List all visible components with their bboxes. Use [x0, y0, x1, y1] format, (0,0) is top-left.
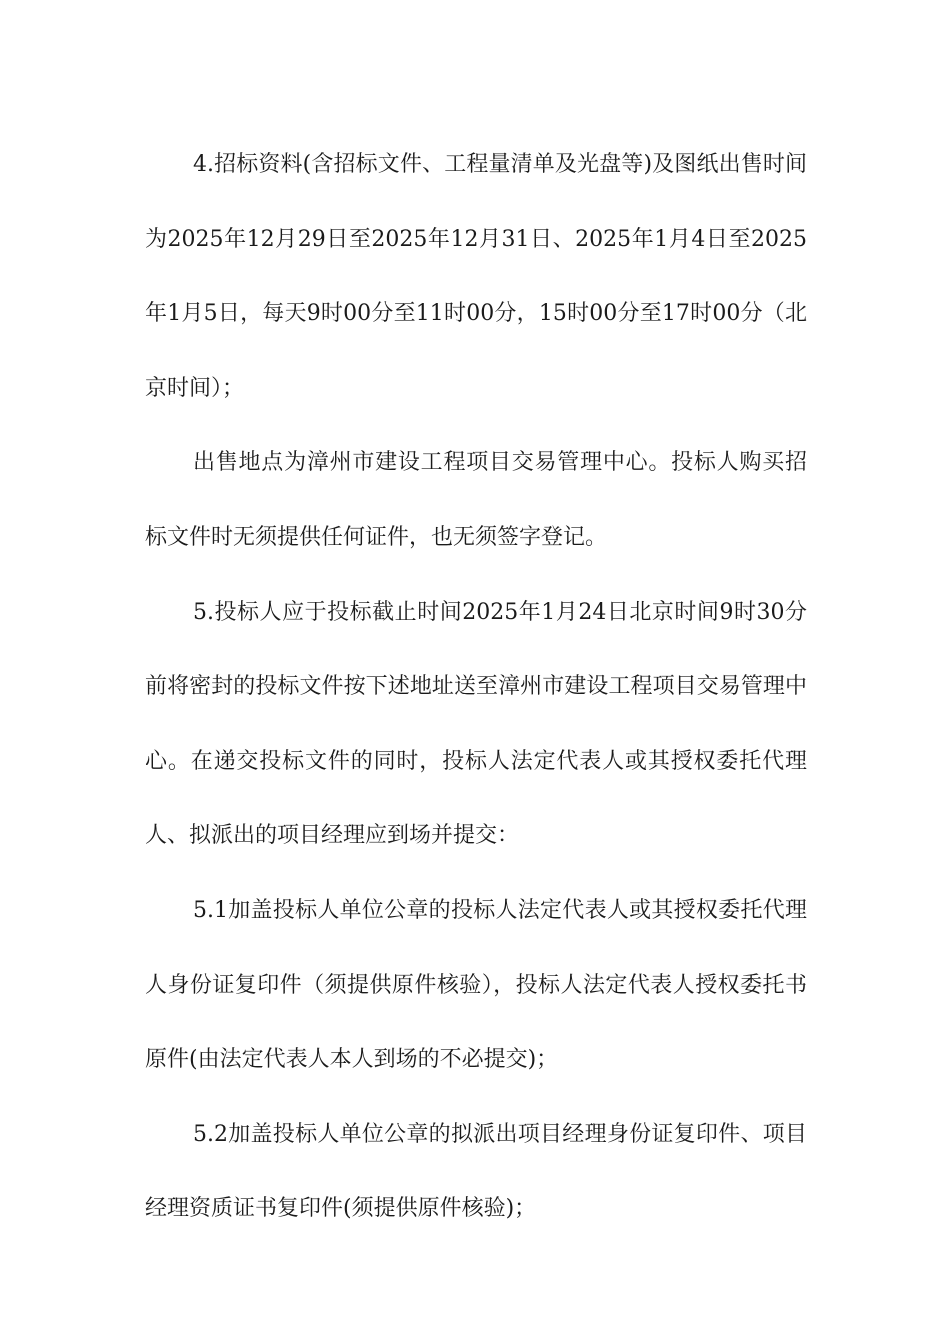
paragraph-sale-location: 出售地点为漳州市建设工程项目交易管理中心。投标人购买招标文件时无须提供任何证件，也无须签字登记。: [145, 450, 807, 550]
paragraph-item-5-1: 5.1加盖投标人单位公章的投标人法定代表人或其授权委托代理人身份证复印件（须提供原件核验），投标人法定代表人授权委托书原件(由法定代表人本人到场的不必提交)；: [145, 897, 807, 1073]
document-body: [145, 128, 807, 1247]
paragraph-sale-time: 4.招标资料(含招标文件、工程量清单及光盘等)及图纸出售时间为2025年12月29日至2025年12月31日、2025年1月4日至2025年1月5日，每天9时00分至11时00分，15时00分至17时00分（北京时间）；: [145, 152, 807, 401]
paragraph-item-5-2: 5.2加盖投标人单位公章的拟派出项目经理身份证复印件、项目经理资质证书复印件(须提供原件核验)；: [145, 1121, 807, 1222]
paragraph-bid-deadline: 5.投标人应于投标截止时间2025年1月24日北京时间9时30分前将密封的投标文件按下述地址送至漳州市建设工程项目交易管理中心。在递交投标文件的同时，投标人法定代表人或其授权委托代理人、拟派出的项目经理应到场并提交：: [145, 599, 807, 849]
